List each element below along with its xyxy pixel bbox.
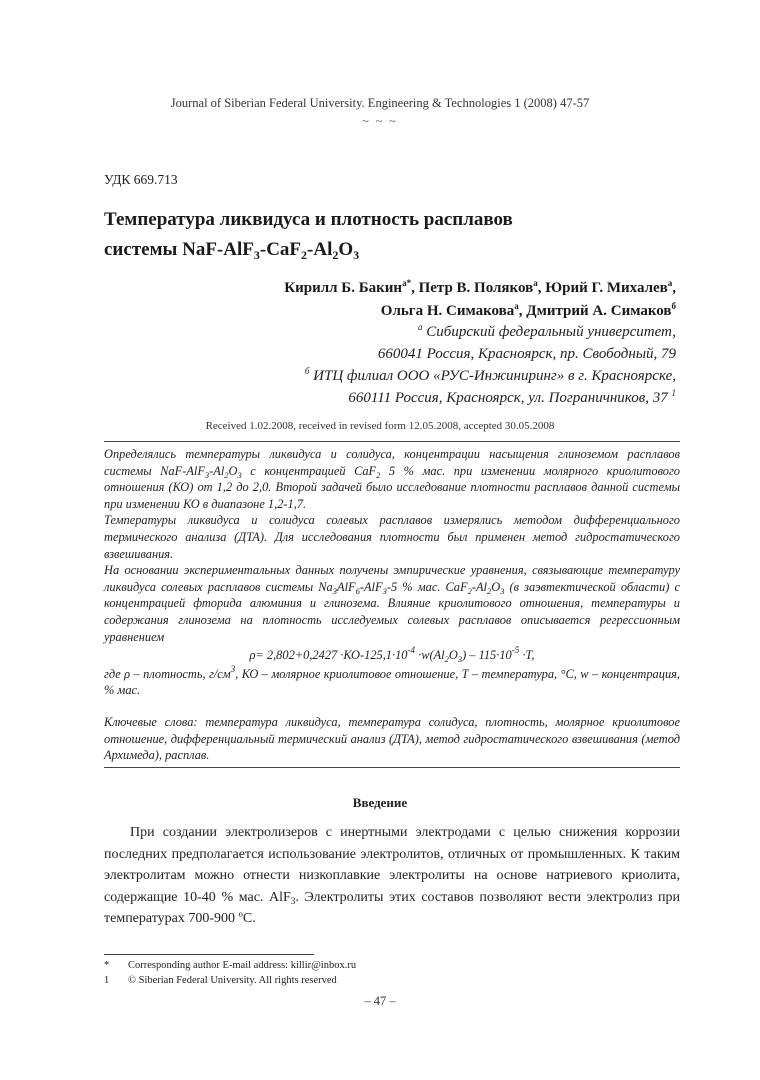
- affiliations: [305, 321, 676, 409]
- footnotes: [104, 958, 356, 988]
- density-equation: $\rho= 2,802+0,2427 \cdot КО-125,1\cdot 10^{-4} \cdot w(Al_2O_3) - 115\cdot 10^{-5} \cdot T$,: [249, 645, 535, 665]
- abstract-bottom-rule: [104, 767, 680, 768]
- title-line-2: системы NaF-$AlF_3-CaF_2-Al_2O_3$: [104, 239, 360, 262]
- abstract-paragraph-2: Температуры ликвидуса и солидуса солевых расплавов измерялись методом дифференциального термического анализа (ДТА). Для исследования плотности был применен метод гидростатического взвешивания.: [104, 513, 680, 561]
- abstract-paragraph-4: где ρ – плотность, $г/см^3$, КО – молярное криолитовое отношение, Т – температура, °С, w – концентрация, % мас.: [104, 663, 680, 698]
- page-number: – 47 –: [364, 994, 396, 1008]
- author-list: [284, 277, 676, 323]
- journal-header: Journal of Siberian Federal University. Engineering & Technologies 1 (2008) 47-57: [170, 96, 590, 110]
- footnote-rule: [104, 954, 314, 955]
- abstract: [104, 446, 680, 699]
- affiliation-a-line-1: $^а$ Сибирский федеральный университет,: [418, 322, 676, 340]
- abstract-paragraph-1: Определялись температуры ликвидуса и солидуса, концентрации насыщения глиноземом расплавов системы NaF-$AlF_3-Al_2O_3$ с концентрацией CaF$_2$ 5 % мас. при изменении молярного криолитового отношения (КО) от 1,2 до 2,0. Второй задачей было исследование плотности расплавов данной системы при изменении КО в диапазоне 1,2-1,7.: [104, 447, 681, 511]
- header-ornament: ~ ~ ~: [362, 114, 398, 128]
- affiliation-a-line-2: 660041 Россия, Красноярск, пр. Свободный, 79: [377, 346, 676, 362]
- keywords: Ключевые слова: температура ликвидуса, температура солидуса, плотность, молярное криолитовое отношение, дифференциальный термический анализ (ДТА), метод гидростатического взвешивания (метод Архимеда), расплав.: [104, 715, 680, 763]
- title-line-1: Температура ликвидуса и плотность расплавов: [104, 209, 513, 230]
- received-dates: Received 1.02.2008, received in revised form 12.05.2008, accepted 30.05.2008: [205, 420, 555, 432]
- author-line-1: Кирилл Б. Бакин$^{а*}$, Петр В. Поляков$^а$, Юрий Г. Михалев$^а$,: [284, 278, 676, 296]
- footnote-corresponding-author: * Corresponding author E-mail address: killir@inbox.ru: [104, 960, 357, 971]
- introduction-paragraph: При создании электролизеров с инертными электродами с целью снижения коррозии последних предполагается использование электролитов, отличных от промышленных. К таким электролитам можно отнести низкоплавкие электролиты на основе натриевого криолита, содержащие 10-40 % мас. AlF$_3$. Электролиты этих составов позволяют вести электролиз при температурах 700-900 ºС.: [104, 825, 681, 926]
- article-title: [104, 205, 513, 265]
- abstract-top-rule: [104, 441, 680, 442]
- affiliation-b-line-1: $^б$ ИТЦ филиал ООО «РУС-Инжиниринг» в г. Красноярске,: [304, 366, 676, 384]
- udk-code: УДК 669.713: [104, 172, 178, 187]
- section-heading-introduction: Введение: [352, 795, 408, 810]
- abstract-paragraph-3: На основании экспериментальных данных получены эмпирические уравнения, связывающие температуру ликвидуса солевых расплавов системы $Na_3AlF_6-AlF_3-5$ % мас. $CaF_2-Al_2O_3$ (в заэвтектической области) с концентрацией фторида алюминия и глинозема. Влияние криолитового отношения, температуры и содержания глинозема на плотность исследуемых солевых расплавов описывается регрессионным уравнением: [104, 563, 680, 644]
- affiliation-b-line-2: 660111 Россия, Красноярск, ул. Пограничников, 37 $^1$: [348, 388, 676, 406]
- footnote-copyright: 1 © Siberian Federal University. All rights reserved: [104, 975, 337, 986]
- author-line-2: Ольга Н. Симакова$^а$, Дмитрий А. Симаков$^б$: [380, 301, 676, 319]
